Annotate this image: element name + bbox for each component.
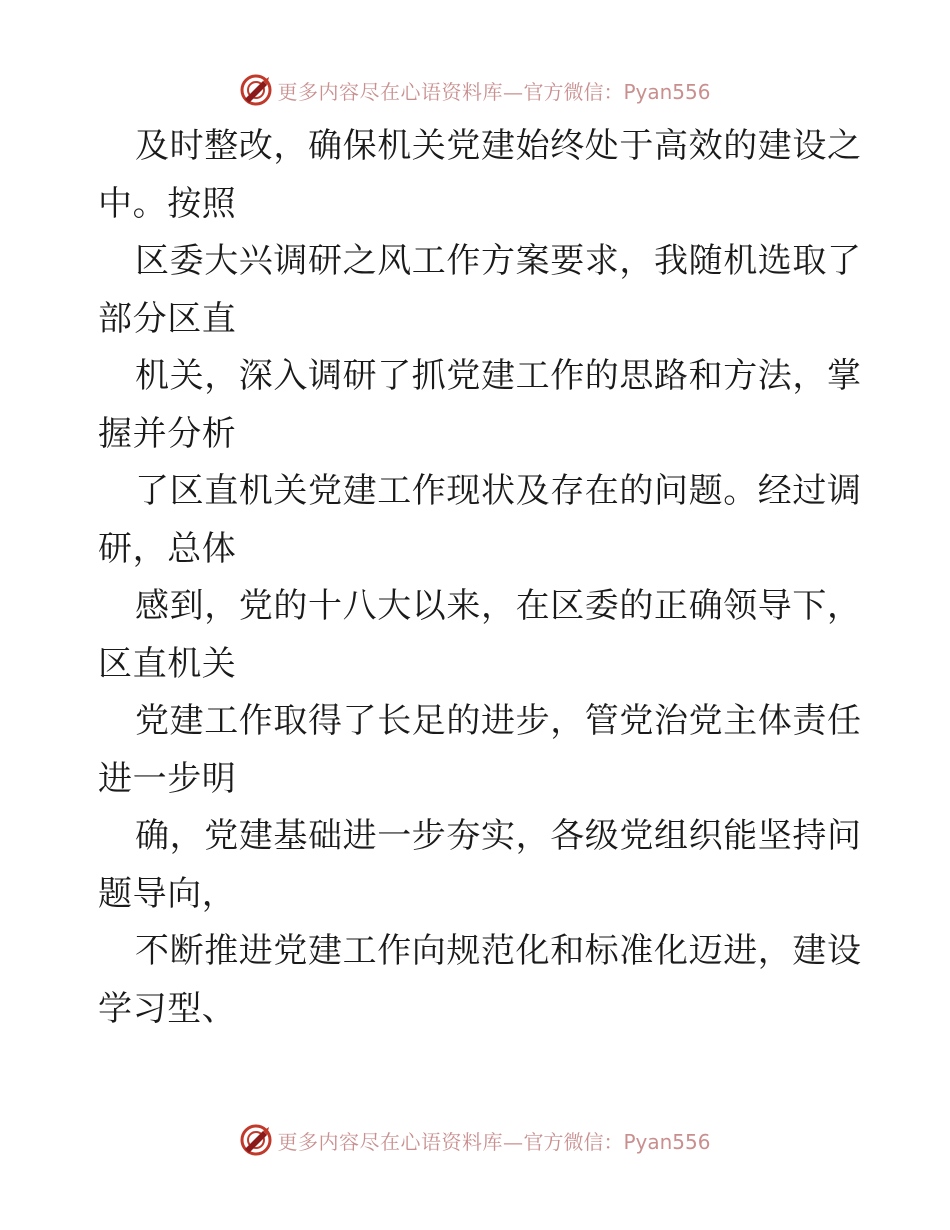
text-line: 握并分析 (98, 413, 237, 454)
text-line: 进一步明 (98, 758, 237, 799)
brand-logo-icon (239, 1123, 273, 1157)
text-line: 机关，深入调研了抓党建工作的思路和方法，掌 (135, 356, 862, 396)
text-line: 党建工作取得了长足的进步，管党治党主体责任 (135, 701, 862, 741)
footer-watermark (0, 1120, 950, 1160)
text-line: 部分区直 (98, 298, 237, 339)
text-line: 确，党建基础进一步夯实，各级党组织能坚持问 (135, 816, 862, 856)
text-line: 中。按照 (98, 183, 237, 224)
text-line: 区委大兴调研之风工作方案要求，我随机选取了 (135, 241, 862, 281)
document-body (98, 118, 862, 1038)
text-line: 感到，党的十八大以来，在区委的正确领导下， (135, 586, 862, 626)
brand-logo-icon (239, 73, 273, 107)
watermark-wechat-text: 官方微信：Pyan556 (523, 1129, 711, 1154)
text-line: 不断推进党建工作向规范化和标准化迈进，建设 (135, 931, 862, 971)
text-line: 区直机关 (98, 643, 237, 684)
text-line: 了区直机关党建工作现状及存在的问题。经过调 (135, 471, 862, 511)
text-line: 学习型、 (98, 988, 237, 1029)
watermark-wechat-text: 官方微信：Pyan556 (523, 79, 711, 104)
header-watermark (0, 70, 950, 110)
watermark-site-text: 更多内容尽在心语资料库— (277, 79, 524, 104)
text-line: 研，总体 (98, 528, 237, 569)
watermark-site-text: 更多内容尽在心语资料库— (277, 1129, 524, 1154)
text-line: 及时整改，确保机关党建始终处于高效的建设之 (135, 126, 862, 166)
text-line: 题导向， (98, 873, 237, 914)
